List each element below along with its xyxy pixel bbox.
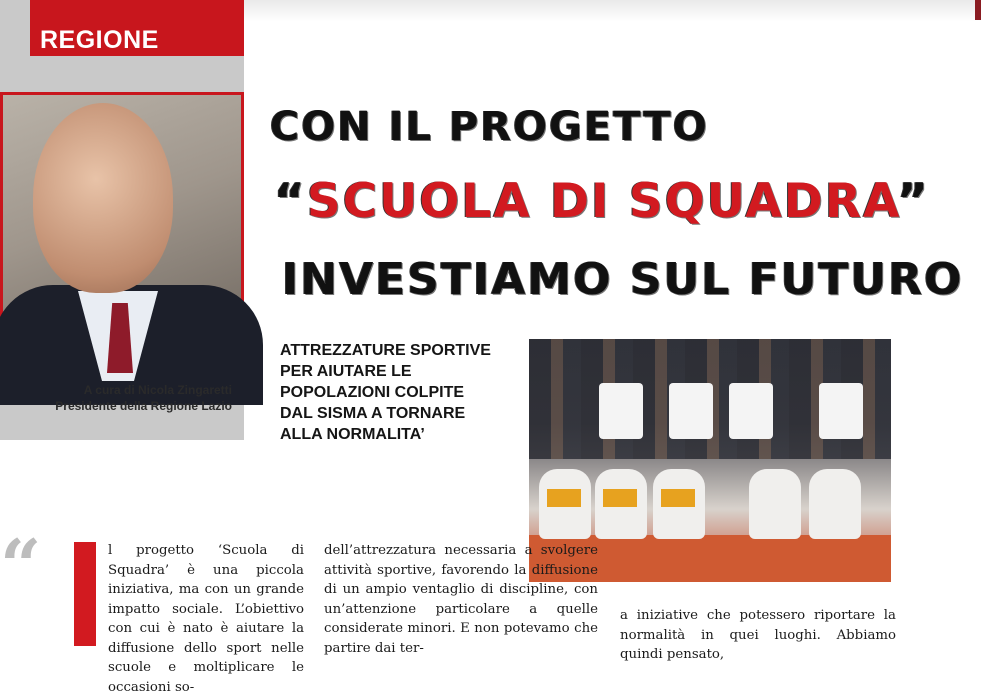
headline-project-name: SCUOLA DI SQUADRA <box>306 174 898 229</box>
dropcap-bar <box>74 542 96 646</box>
photo-shirt <box>669 383 713 439</box>
headline-line-3: INVESTIAMO SUL FUTURO <box>282 254 964 305</box>
credit-line-2: Presidente della Regione Lazio <box>55 399 232 413</box>
drop-quote-mark: “ <box>0 523 36 608</box>
credit-line-1: A cura di Nicola Zingaretti <box>83 383 232 397</box>
corner-mark <box>975 0 981 20</box>
photo-sign <box>603 489 637 507</box>
top-shade <box>244 0 981 22</box>
photo-sign <box>661 489 695 507</box>
article-column-3: a iniziative che potessero riportare la normalità in quei luoghi. Abbiamo quindi pensato, <box>620 608 896 662</box>
sidebar <box>0 0 244 440</box>
subhead-line: ALLA NORMALITA’ <box>280 426 425 443</box>
photo-shirt <box>729 383 773 439</box>
headline-line-1: CON IL PROGETTO <box>270 104 709 150</box>
subhead-line: ATTREZZATURE SPORTIVE <box>280 342 491 359</box>
photo-shirt <box>819 383 863 439</box>
subhead-line: POPOLAZIONI COLPITE <box>280 384 465 401</box>
headline-open-quote: “ <box>274 174 307 229</box>
section-label: REGIONE <box>40 26 159 54</box>
photo-person <box>749 469 801 539</box>
portrait-photo <box>0 92 244 364</box>
headline-close-quote: ” <box>897 174 930 229</box>
article-column-2: dell’attrezzatura necessaria a svolgere attività sportive, favorendo la diffusione di un ampio ventaglio di discipline, con un’attenzione particolare a quelle considerate minori. E non potevamo che partire dai ter- <box>324 543 598 656</box>
author-credit <box>0 382 232 414</box>
headline-line-2 <box>274 174 930 229</box>
subheading <box>280 340 520 445</box>
photo-shirt <box>599 383 643 439</box>
portrait-face <box>33 103 173 293</box>
article-column-1: l progetto ‘Scuola di Squadra’ è una piccola iniziativa, ma con un grande impatto sociale. L’obiettivo con cui è nato è aiutare la diffusione dello sport nelle scuole e moltiplicare le occasioni so- <box>108 543 304 695</box>
subhead-line: DAL SISMA A TORNARE <box>280 405 466 422</box>
photo-sign <box>547 489 581 507</box>
photo-person <box>809 469 861 539</box>
subhead-line: PER AIUTARE LE <box>280 363 412 380</box>
